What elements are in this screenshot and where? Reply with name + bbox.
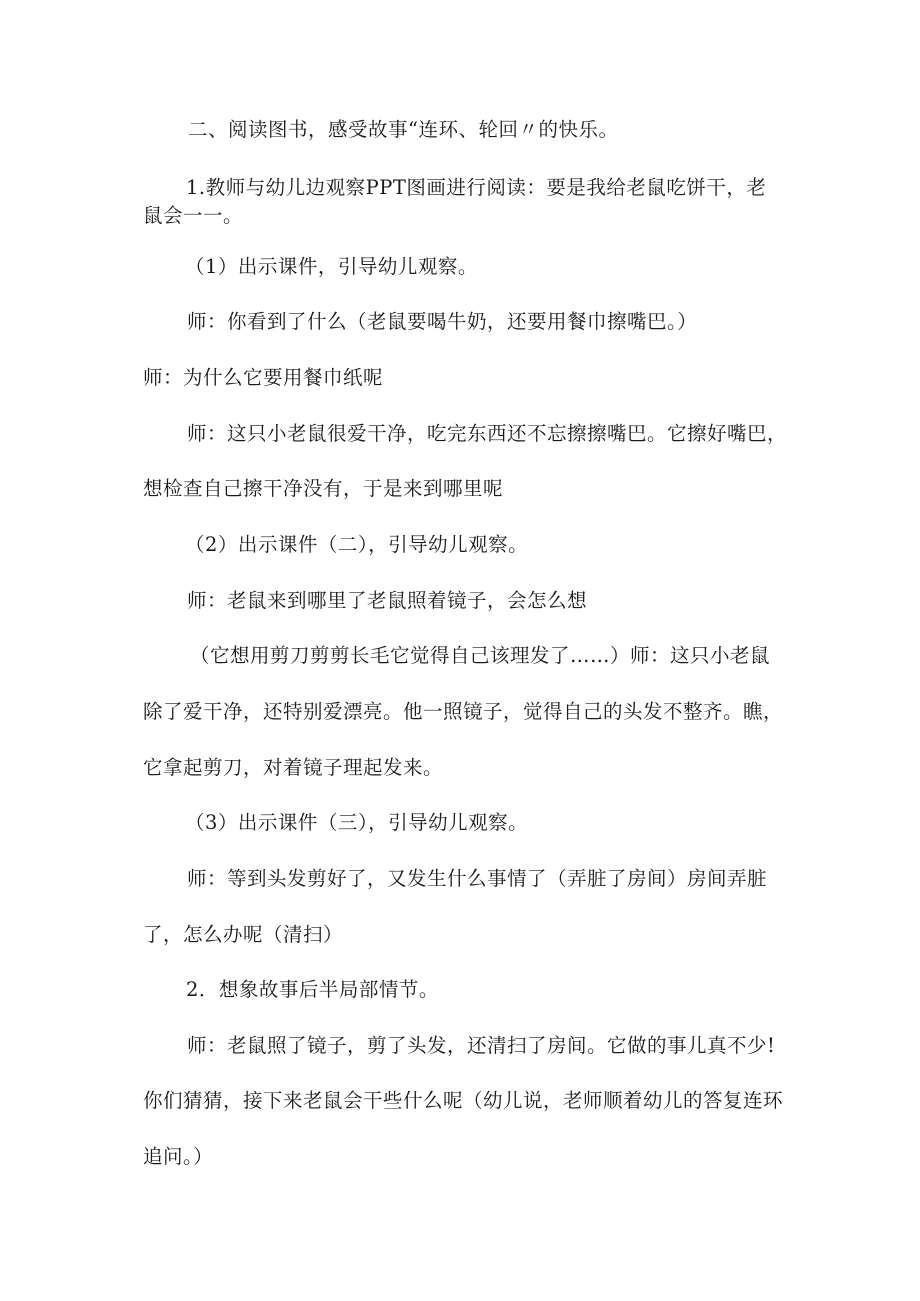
paragraph-line: 它拿起剪刀，对着镜子理起发来。	[143, 756, 444, 779]
paragraph-line: 师：老鼠来到哪里了老鼠照着镜子，会怎么想	[187, 589, 588, 612]
paragraph-line: （它想用剪刀剪剪长毛它觉得自己该理发了……）师：这只小老鼠	[190, 644, 771, 667]
paragraph-line: 师：等到头发剪好了，又发生什么事情了（弄脏了房间）房间弄脏	[187, 867, 768, 890]
subsection-heading: 2．想象故事后半局部情节。	[186, 978, 439, 1001]
paragraph-line: 鼠会一一。	[143, 204, 244, 227]
section-heading: 二、阅读图书，感受故事“连环、轮回〃的快乐。	[188, 118, 619, 141]
paragraph-line: 1.教师与幼儿边观察PPT图画进行阅读：要是我给老鼠吃饼干，老	[186, 176, 767, 199]
paragraph-line: 了，怎么办呢（清扫）	[143, 923, 344, 946]
paragraph-line: 追问。）	[143, 1145, 214, 1168]
paragraph-line: 想检查自己擦干净没有，于是来到哪里呢	[143, 477, 504, 500]
paragraph-line: （2）出示课件（二），引导幼儿观察。	[185, 533, 529, 556]
paragraph-line: 师：你看到了什么（老鼠要喝牛奶，还要用餐巾擦嘴巴。）	[187, 310, 698, 333]
paragraph-line: 师：这只小老鼠很爱干净，吃完东西还不忘擦擦嘴巴。它擦好嘴巴，	[187, 422, 788, 445]
paragraph-line: 你们猜猜，接下来老鼠会干些什么呢（幼儿说，老师顺着幼儿的答复连环	[143, 1089, 784, 1112]
paragraph-line: （1）出示课件，引导幼儿观察。	[185, 255, 478, 278]
paragraph-line: 师：老鼠照了镜子，剪了头发，还清扫了房间。它做的事儿真不少!	[187, 1034, 776, 1057]
paragraph-line: 除了爱干净，还特别爱漂亮。他一照镜子，觉得自己的头发不整齐。瞧，	[143, 700, 784, 723]
paragraph-line: 师：为什么它要用餐巾纸呢	[143, 366, 384, 389]
paragraph-line: （3）出示课件（三），引导幼儿观察。	[185, 811, 529, 834]
